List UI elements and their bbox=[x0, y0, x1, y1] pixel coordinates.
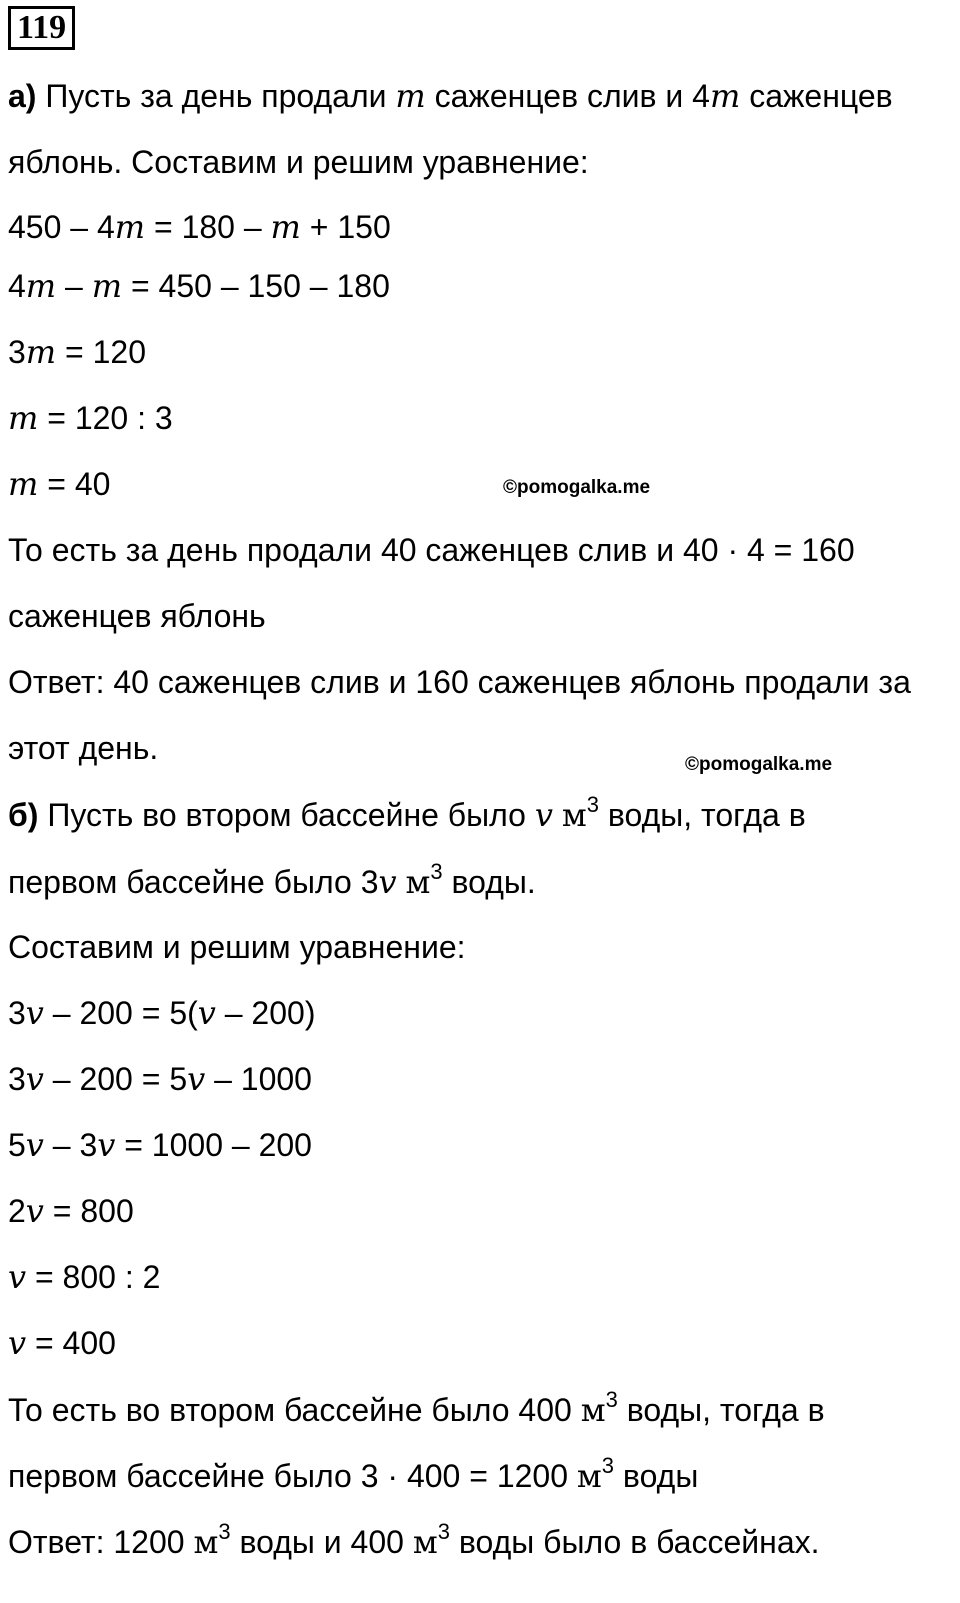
variable: m bbox=[8, 465, 39, 503]
unit: м bbox=[412, 1523, 438, 1561]
unit: м bbox=[193, 1523, 219, 1561]
text: 3 bbox=[8, 334, 26, 370]
exponent: 3 bbox=[601, 1453, 615, 1478]
exponent: 3 bbox=[218, 1519, 231, 1544]
text: 3 bbox=[8, 1061, 26, 1097]
part-a-marker: а) bbox=[8, 78, 37, 114]
variable: m bbox=[709, 77, 741, 115]
text: Пусть за день продали bbox=[36, 78, 396, 114]
part-b-equation-1 bbox=[8, 993, 315, 1033]
variable: m bbox=[395, 77, 426, 115]
text: 3 bbox=[8, 995, 26, 1031]
text: Пусть во втором бассейне было bbox=[38, 797, 535, 833]
part-a-equation-3 bbox=[8, 332, 146, 372]
part-a-equation-4 bbox=[8, 398, 173, 438]
watermark: ©pomogalka.me bbox=[503, 477, 651, 498]
variable: m bbox=[25, 267, 57, 305]
part-b-equation-4 bbox=[8, 1191, 134, 1231]
part-b-line-10 bbox=[8, 1387, 825, 1434]
text: = 120 bbox=[56, 334, 146, 370]
text: – 200 = 5( bbox=[43, 995, 198, 1031]
part-b-marker: б) bbox=[8, 797, 39, 833]
unit: м bbox=[576, 1457, 602, 1495]
part-b-line-11 bbox=[8, 1453, 699, 1500]
variable: m bbox=[8, 399, 39, 437]
variable: m bbox=[114, 208, 146, 246]
text: = 40 bbox=[38, 466, 111, 502]
text: 5 bbox=[8, 1127, 26, 1163]
part-b-line-3: Составим и решим уравнение: bbox=[8, 929, 466, 965]
text: воды. bbox=[442, 864, 536, 900]
exponent: 3 bbox=[605, 1387, 618, 1412]
part-a-equation-2 bbox=[8, 266, 390, 306]
text: саженцев bbox=[740, 78, 893, 114]
exponent: 3 bbox=[430, 859, 443, 884]
part-a-equation-1 bbox=[8, 207, 391, 247]
text: – bbox=[56, 268, 92, 304]
variable: m bbox=[25, 333, 57, 371]
part-a-line-1 bbox=[8, 76, 893, 116]
text: = 800 : 2 bbox=[26, 1259, 161, 1295]
part-b-line-1 bbox=[8, 792, 806, 839]
text: – 200 = 5 bbox=[43, 1061, 188, 1097]
watermark: ©pomogalka.me bbox=[685, 754, 833, 775]
part-b-equation-6 bbox=[8, 1323, 116, 1363]
part-b-answer bbox=[8, 1519, 820, 1566]
task-number: 119 bbox=[8, 6, 75, 50]
part-b-equation-3 bbox=[8, 1125, 312, 1165]
text: + 150 bbox=[300, 209, 391, 245]
text: – 3 bbox=[43, 1127, 98, 1163]
text: = 400 bbox=[26, 1325, 116, 1361]
text: 4 bbox=[8, 268, 26, 304]
part-a-answer-line-1: Ответ: 40 саженцев слив и 160 саженцев яблонь продали за bbox=[8, 664, 911, 700]
variable: v bbox=[25, 994, 44, 1032]
text: саженцев слив и 4 bbox=[425, 78, 710, 114]
text: первом бассейне было 3 · 400 = 1200 bbox=[8, 1458, 577, 1494]
text: первом бассейне было 3 bbox=[8, 864, 379, 900]
part-b-line-2 bbox=[8, 859, 536, 906]
text: 2 bbox=[8, 1193, 26, 1229]
variable: v bbox=[187, 1060, 206, 1098]
part-b-equation-5 bbox=[8, 1257, 160, 1297]
exponent: 3 bbox=[586, 792, 599, 817]
text: Ответ: 1200 bbox=[8, 1524, 194, 1560]
text: То есть во втором бассейне было 400 bbox=[8, 1392, 581, 1428]
part-a-line-2: яблонь. Составим и решим уравнение: bbox=[8, 144, 589, 180]
unit: м bbox=[580, 1391, 606, 1429]
variable: v bbox=[8, 1258, 27, 1296]
part-a-line-9: саженцев яблонь bbox=[8, 598, 266, 634]
variable: v bbox=[25, 1126, 44, 1164]
variable: m bbox=[91, 267, 123, 305]
text: воды было в бассейнах. bbox=[449, 1524, 820, 1560]
text: = 450 – 150 – 180 bbox=[122, 268, 390, 304]
text: воды, тогда в bbox=[617, 1392, 825, 1428]
unit: м bbox=[561, 796, 587, 834]
text: воды, тогда в bbox=[598, 797, 806, 833]
text: – 200) bbox=[215, 995, 316, 1031]
variable: m bbox=[270, 208, 301, 246]
text: 450 – 4 bbox=[8, 209, 115, 245]
text: = 800 bbox=[43, 1193, 134, 1229]
part-a-line-8: То есть за день продали 40 саженцев слив и 40 · 4 = 160 bbox=[8, 532, 855, 568]
part-a-answer-line-2: этот день. bbox=[8, 730, 159, 766]
variable: v bbox=[97, 1126, 116, 1164]
exponent: 3 bbox=[437, 1519, 450, 1544]
variable: v bbox=[8, 1324, 27, 1362]
part-a-equation-5 bbox=[8, 464, 110, 504]
text: = 180 – bbox=[145, 209, 271, 245]
text: = 1000 – 200 bbox=[115, 1127, 312, 1163]
variable: v bbox=[25, 1060, 44, 1098]
text: воды и 400 bbox=[230, 1524, 413, 1560]
text: воды bbox=[614, 1458, 699, 1494]
unit: м bbox=[405, 863, 431, 901]
variable: v bbox=[197, 994, 216, 1032]
variable: v bbox=[534, 796, 553, 834]
variable: v bbox=[378, 863, 397, 901]
variable: v bbox=[25, 1192, 44, 1230]
text: – 1000 bbox=[205, 1061, 312, 1097]
text: = 120 : 3 bbox=[38, 400, 173, 436]
part-b-equation-2 bbox=[8, 1059, 312, 1099]
